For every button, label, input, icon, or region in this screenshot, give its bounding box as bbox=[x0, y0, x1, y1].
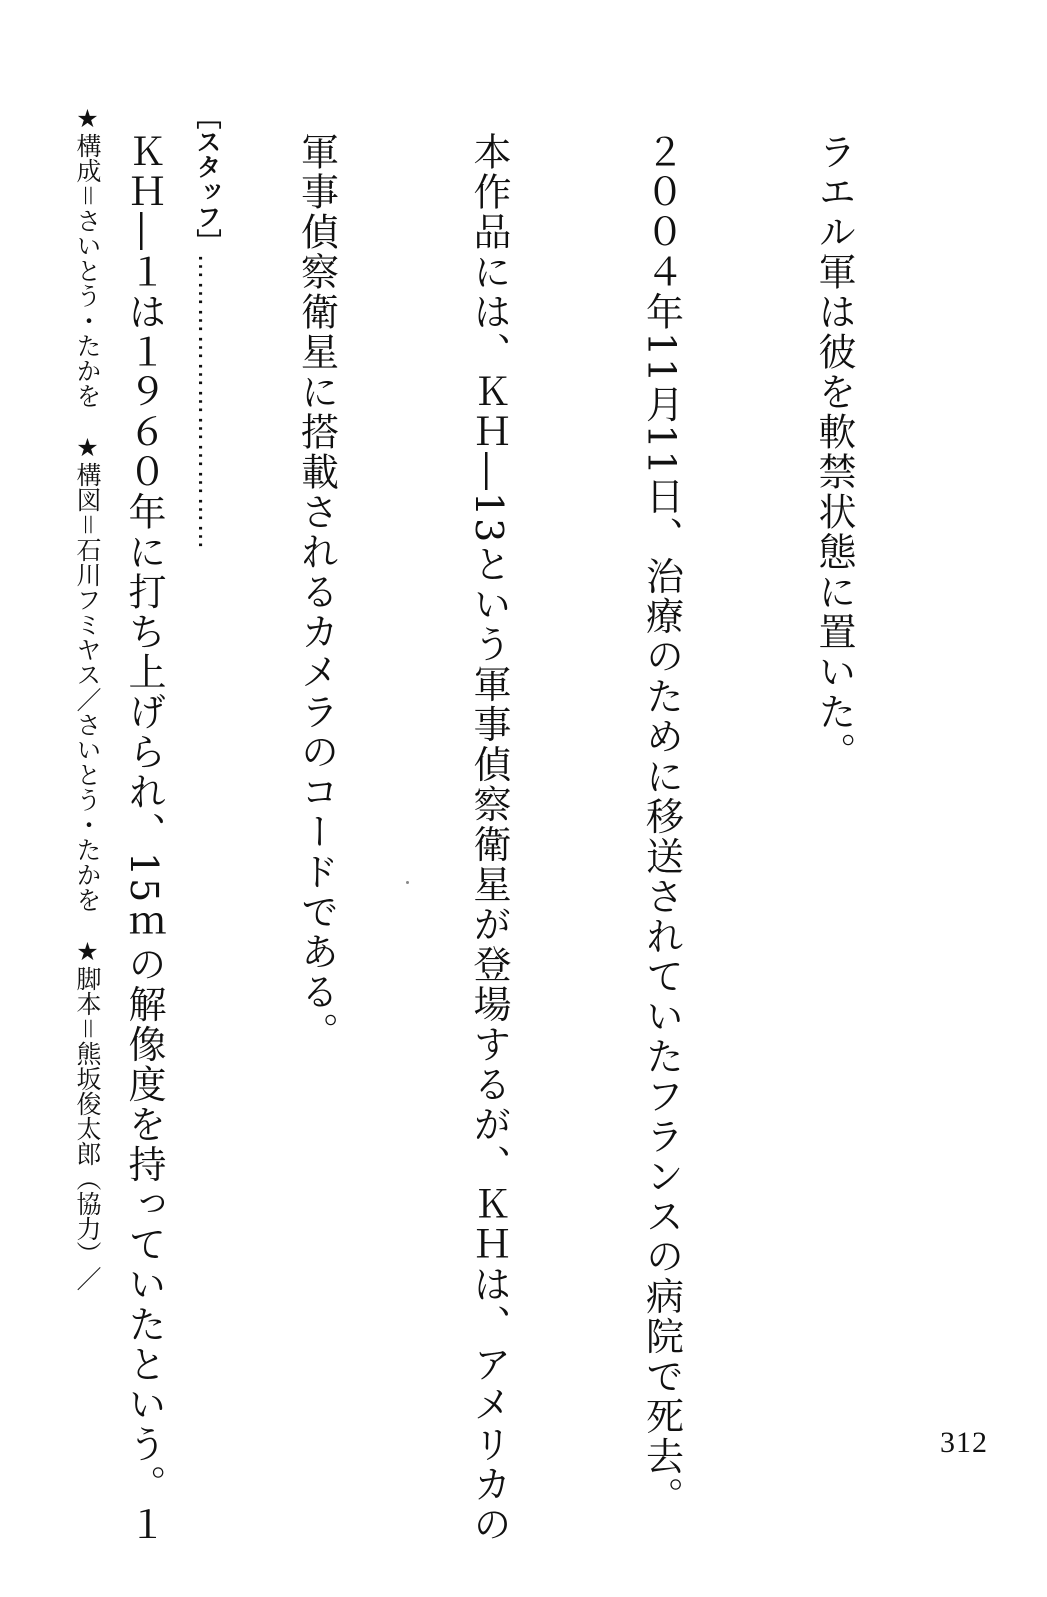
body-line: ＫＨ―１は１９６０年に打ち上げられ、15ｍの解像度を持っていたという。１ bbox=[122, 132, 166, 1545]
scan-speck bbox=[406, 881, 409, 884]
body-line: ２００４年11月11日、治療のために移送されていたフランスの病院で死去。 bbox=[639, 132, 684, 1517]
staff-heading: ［スタッフ］ bbox=[193, 104, 222, 254]
staff-heading-line bbox=[187, 104, 227, 1304]
staff-credits bbox=[0, 104, 307, 1304]
body-line: 本作品には、ＫＨ―13という軍事偵察衛星が登場するが、ＫＨは、アメリカの bbox=[467, 132, 511, 1545]
body-line: 軍事偵察衛星に搭載されるカメラのコードである。 bbox=[294, 132, 339, 1052]
body-line: ラエル軍は彼を軟禁状態に置いた。 bbox=[812, 132, 856, 772]
staff-line: ★構成＝さいとう・たかを ★構図＝石川フミヤス／さいとう・たかを ★脚本＝熊坂俊太郎（協力）／ bbox=[73, 104, 102, 1292]
leader-dots: …………………………… bbox=[193, 254, 222, 551]
page-number: 312 bbox=[940, 1426, 988, 1459]
